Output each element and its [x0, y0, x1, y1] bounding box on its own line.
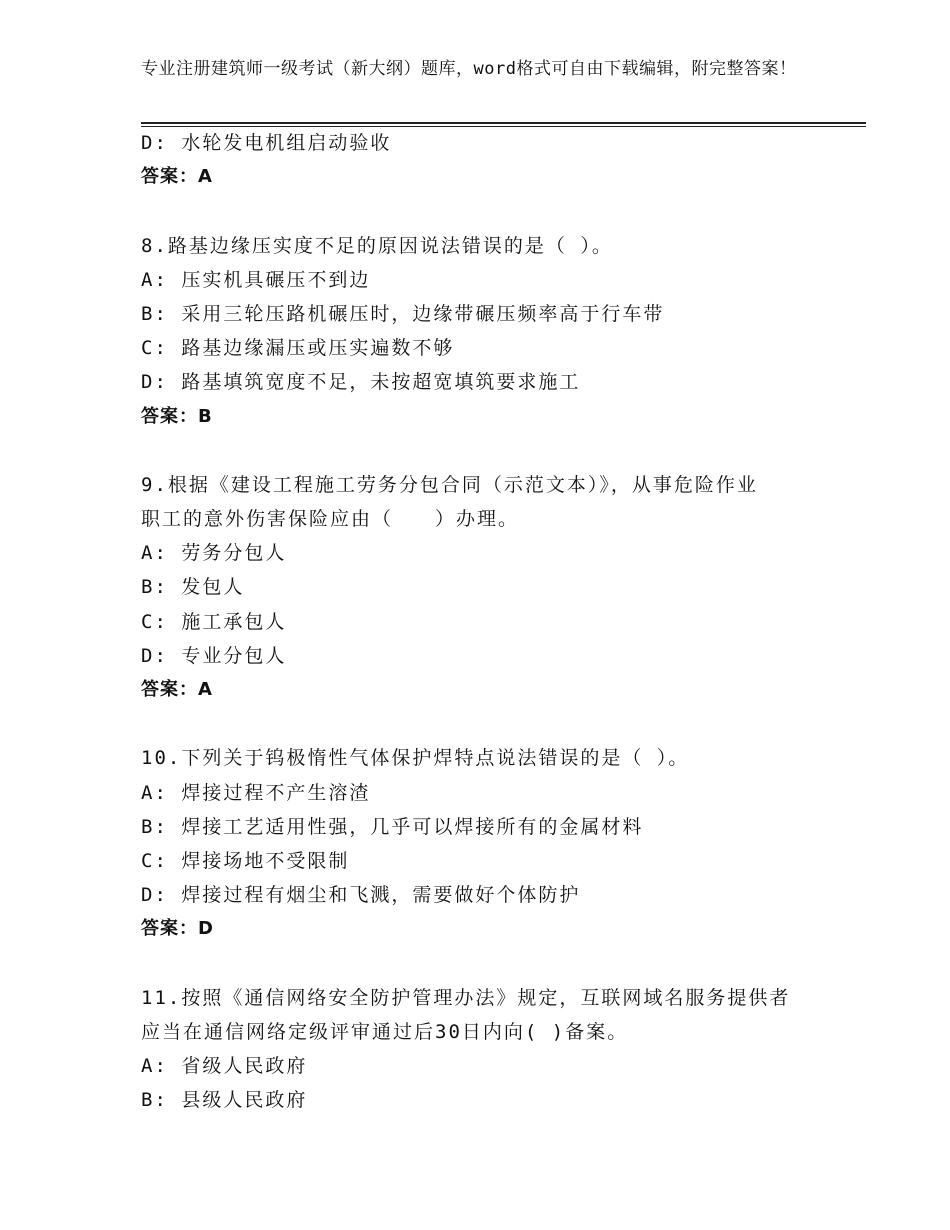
option-a: A: 焊接过程不产生溶渣: [141, 781, 371, 804]
answer-line: 答案：A: [141, 679, 213, 700]
question-stem-continued: 职工的意外伤害保险应由（ ）办理。: [141, 508, 520, 531]
question-gap: [141, 434, 841, 468]
answer-line: 答案：A: [141, 166, 213, 188]
header-rule-thick: [141, 122, 866, 124]
question-stem: 10.下列关于钨极惰性气体保护焊特点说法错误的是（ ）。: [141, 747, 690, 770]
question-gap: [141, 194, 841, 228]
option-c: C: 施工承包人: [141, 610, 287, 633]
option-b: B: 发包人: [141, 576, 245, 599]
question-stem: 11.按照《通信网络安全防护管理办法》规定，互联网域名服务提供者: [141, 986, 791, 1009]
option-d: D: 水轮发电机组启动验收: [141, 132, 392, 154]
option-b: B: 焊接工艺适用性强，几乎可以焊接所有的金属材料: [141, 815, 644, 838]
question-content: [141, 126, 841, 1117]
answer-line: 答案：B: [141, 405, 213, 427]
option-c: C: 焊接场地不受限制: [141, 849, 350, 872]
page-header: 专业注册建筑师一级考试（新大纲）题库，word格式可自由下载编辑，附完整答案！: [141, 59, 797, 79]
option-a: A: 劳务分包人: [141, 542, 287, 565]
option-a: A: 省级人民政府: [141, 1055, 308, 1078]
question-gap: [141, 947, 841, 981]
question-stem-continued: 应当在通信网络定级评审通过后30日内向( )备案。: [141, 1020, 629, 1043]
option-b: B: 采用三轮压路机碾压时，边缘带碾压频率高于行车带: [141, 302, 665, 325]
option-d: D: 焊接过程有烟尘和飞溅，需要做好个体防护: [141, 884, 581, 907]
answer-line: 答案：D: [141, 918, 214, 940]
question-stem: 8.路基边缘压实度不足的原因说法错误的是（ ）。: [141, 234, 613, 257]
option-b: B: 县级人民政府: [141, 1089, 308, 1112]
option-a: A: 压实机具碾压不到边: [141, 268, 371, 291]
option-c: C: 路基边缘漏压或压实遍数不够: [141, 337, 455, 360]
question-gap: [141, 707, 841, 741]
option-d: D: 专业分包人: [141, 644, 287, 667]
question-stem: 9.根据《建设工程施工劳务分包合同（示范文本）》，从事危险作业: [141, 473, 758, 496]
option-d: D: 路基填筑宽度不足，未按超宽填筑要求施工: [141, 371, 581, 394]
